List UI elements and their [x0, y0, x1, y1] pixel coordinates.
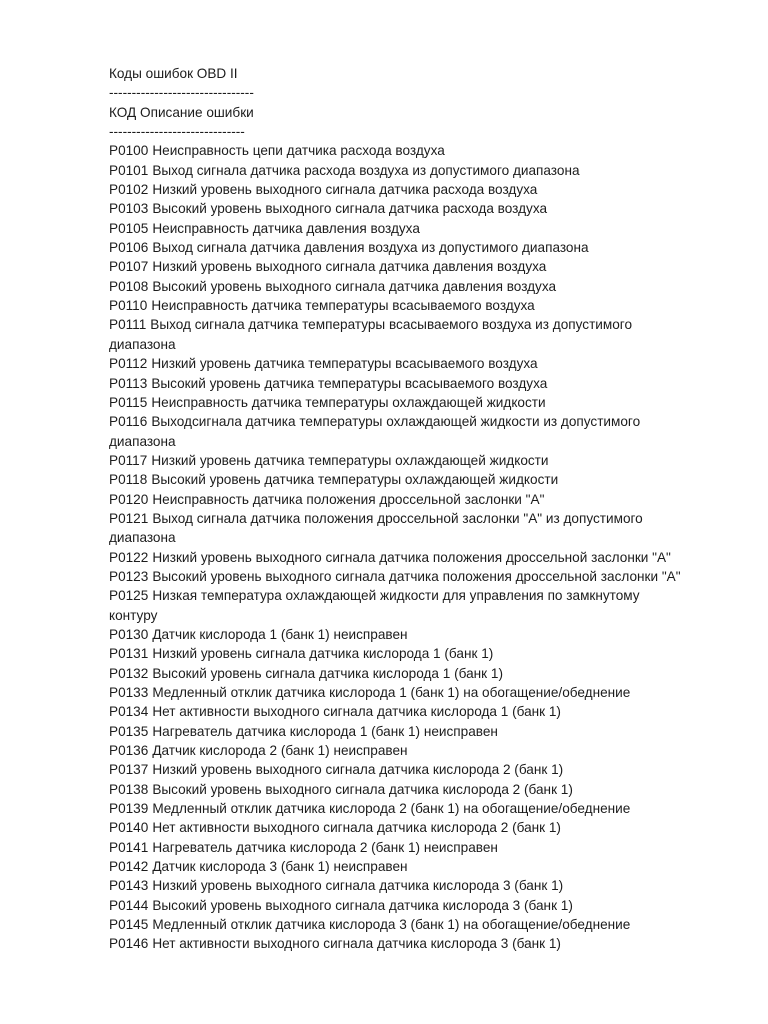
error-code: P0122: [109, 549, 149, 565]
error-code: P0113: [109, 375, 148, 391]
error-description: Низкая температура охлаждающей жидкости для управления по замкнутому: [152, 588, 640, 604]
error-description: Низкий уровень сигнала датчика кислорода 1 (банк 1): [152, 646, 494, 662]
error-code-entry: [109, 257, 749, 276]
error-description-continuation: контуру: [109, 607, 158, 623]
error-description: Высокий уровень выходного сигнала датчика расхода воздуха: [152, 201, 548, 217]
error-code-entry: [109, 838, 749, 857]
error-code: P0123: [109, 568, 149, 584]
error-code-entry: [109, 490, 749, 509]
error-description: Нет активности выходного сигнала датчика кислорода 1 (банк 1): [152, 704, 561, 720]
error-code: P0103: [109, 201, 149, 217]
error-description: Низкий уровень выходного сигнала датчика кислорода 2 (банк 1): [152, 762, 564, 778]
error-code: P0116: [109, 414, 148, 430]
error-code: P0117: [109, 452, 148, 468]
error-code-entry: [109, 161, 749, 180]
error-code: P0138: [109, 781, 149, 797]
error-description: Низкий уровень выходного сигнала датчика расхода воздуха: [152, 182, 538, 198]
error-code-entry: [109, 741, 749, 760]
error-description: Нагреватель датчика кислорода 2 (банк 1) неисправен: [152, 839, 498, 855]
error-code: P0118: [109, 472, 148, 488]
error-code-entry: [109, 219, 749, 238]
error-description-continuation: диапазона: [109, 336, 176, 352]
error-code-list: [109, 141, 749, 953]
error-description: Датчик кислорода 2 (банк 1) неисправен: [152, 743, 408, 759]
error-code-entry: [109, 451, 749, 470]
error-code: P0112: [109, 356, 148, 372]
error-code-entry: [109, 548, 749, 567]
error-code-entry: [109, 180, 749, 199]
error-description: Датчик кислорода 1 (банк 1) неисправен: [152, 626, 408, 642]
error-code-entry: [109, 780, 749, 799]
error-description: Низкий уровень выходного сигнала датчика давления воздуха: [152, 259, 547, 275]
error-code: P0125: [109, 588, 149, 604]
error-code-entry: [109, 412, 749, 431]
error-code: P0133: [109, 685, 149, 700]
error-description: Неисправность датчика температуры охлаждающей жидкости: [151, 394, 546, 410]
error-code-entry: [109, 354, 749, 373]
error-code: P0139: [109, 801, 149, 817]
error-code-entry: [109, 722, 749, 741]
error-code: P0100: [109, 143, 149, 159]
error-description: Высокий уровень сигнала датчика кислорода 1 (банк 1): [152, 665, 503, 681]
error-code-entry: [109, 374, 749, 393]
error-description: Низкий уровень датчика температуры охлаждающей жидкости: [151, 452, 549, 468]
error-code: P0111: [109, 317, 147, 333]
error-code-entry: [109, 934, 749, 953]
error-description: Датчик кислорода 3 (банк 1) неисправен: [152, 859, 408, 875]
error-description: Нет активности выходного сигнала датчика кислорода 3 (банк 1): [152, 936, 561, 952]
error-code-entry: [109, 664, 749, 683]
error-description: Нет активности выходного сигнала датчика кислорода 2 (банк 1): [152, 820, 561, 836]
error-description: Высокий уровень выходного сигнала датчика давления воздуха: [152, 278, 557, 294]
error-description: Выход сигнала датчика давления воздуха из допустимого диапазона: [152, 240, 589, 256]
error-code: P0142: [109, 859, 149, 875]
error-code-entry: [109, 470, 749, 489]
separator-line: ------------------------------: [109, 124, 245, 140]
error-code: P0137: [109, 762, 149, 778]
error-description: Медленный отклик датчика кислорода 2 (банк 1) на обогащение/обеднение: [152, 801, 631, 817]
error-description: Медленный отклик датчика кислорода 3 (банк 1) на обогащение/обеднение: [152, 917, 631, 933]
error-code: P0115: [109, 394, 148, 410]
error-description: Неисправность цепи датчика расхода воздуха: [152, 143, 445, 159]
error-code-entry: [109, 625, 749, 644]
error-description: Выходсигнала датчика температуры охлаждающей жидкости из допустимого: [151, 414, 641, 430]
error-description: Выход сигнала датчика расхода воздуха из допустимого диапазона: [152, 162, 580, 178]
error-description: Неисправность датчика положения дроссельной заслонки "А": [152, 491, 545, 507]
error-description: Выход сигнала датчика положения дроссельной заслонки "А" из допустимого: [152, 510, 643, 526]
error-code: P0121: [109, 510, 149, 526]
error-code-entry: [109, 896, 749, 915]
error-code-entry: [109, 315, 749, 334]
error-code-entry: [109, 393, 749, 412]
error-code: P0132: [109, 665, 149, 681]
error-code-entry: [109, 141, 749, 160]
table-header: КОД Описание ошибки: [109, 104, 254, 120]
error-code: P0101: [109, 162, 149, 178]
error-code-entry: [109, 702, 749, 721]
error-code-entry: [109, 876, 749, 895]
document-title: Коды ошибок OBD II: [109, 66, 238, 81]
error-code: P0102: [109, 182, 149, 198]
error-description: Низкий уровень выходного сигнала датчика кислорода 3 (банк 1): [152, 878, 564, 894]
error-code-entry: [109, 915, 749, 934]
error-code: P0135: [109, 723, 149, 739]
error-description: Высокий уровень выходного сигнала датчика кислорода 3 (банк 1): [152, 897, 573, 913]
error-code-entry: [109, 760, 749, 779]
error-code: P0141: [109, 839, 149, 855]
error-description-continuation: диапазона: [109, 530, 176, 546]
error-description: Высокий уровень датчика температуры охлаждающей жидкости: [151, 472, 559, 488]
error-code: P0146: [109, 936, 149, 952]
error-description: Неисправность датчика температуры всасываемого воздуха: [151, 298, 535, 314]
error-description: Медленный отклик датчика кислорода 1 (банк 1) на обогащение/обеднение: [152, 685, 631, 700]
error-code-entry: [109, 644, 749, 663]
error-description: Неисправность датчика давления воздуха: [152, 220, 420, 236]
error-description-continuation: диапазона: [109, 433, 176, 449]
error-description: Выход сигнала датчика температуры всасываемого воздуха из допустимого: [150, 317, 633, 333]
error-code: P0106: [109, 240, 149, 256]
error-code-entry: [109, 199, 749, 218]
error-code: P0110: [109, 298, 148, 314]
error-code: P0120: [109, 491, 149, 507]
error-code: P0105: [109, 220, 149, 236]
error-code: P0143: [109, 878, 149, 894]
error-code-entry: [109, 567, 749, 586]
error-code-entry: [109, 683, 749, 702]
error-code-entry: [109, 509, 749, 528]
error-code: P0107: [109, 259, 149, 275]
error-code: P0131: [109, 646, 149, 662]
error-description: Низкий уровень датчика температуры всасываемого воздуха: [151, 356, 538, 372]
error-code-entry: [109, 586, 749, 605]
error-code: P0134: [109, 704, 149, 720]
error-code-entry: [109, 238, 749, 257]
error-description: Высокий уровень выходного сигнала датчика положения дроссельной заслонки "А": [152, 568, 681, 584]
error-code: P0136: [109, 743, 149, 759]
error-code-entry: [109, 818, 749, 837]
error-code-entry: [109, 277, 749, 296]
error-description: Высокий уровень выходного сигнала датчика кислорода 2 (банк 1): [152, 781, 573, 797]
error-code-entry: [109, 296, 749, 315]
error-code: P0145: [109, 917, 149, 933]
error-code: P0140: [109, 820, 149, 836]
error-description: Высокий уровень датчика температуры всасываемого воздуха: [151, 375, 548, 391]
error-code: P0144: [109, 897, 149, 913]
error-code: P0130: [109, 626, 149, 642]
error-code-entry: [109, 799, 749, 818]
separator-line: --------------------------------: [109, 85, 254, 101]
document-body: [109, 64, 749, 954]
error-code: P0108: [109, 278, 149, 294]
error-description: Нагреватель датчика кислорода 1 (банк 1) неисправен: [152, 723, 498, 739]
error-code-entry: [109, 857, 749, 876]
error-description: Низкий уровень выходного сигнала датчика положения дроссельной заслонки "А": [152, 549, 671, 565]
